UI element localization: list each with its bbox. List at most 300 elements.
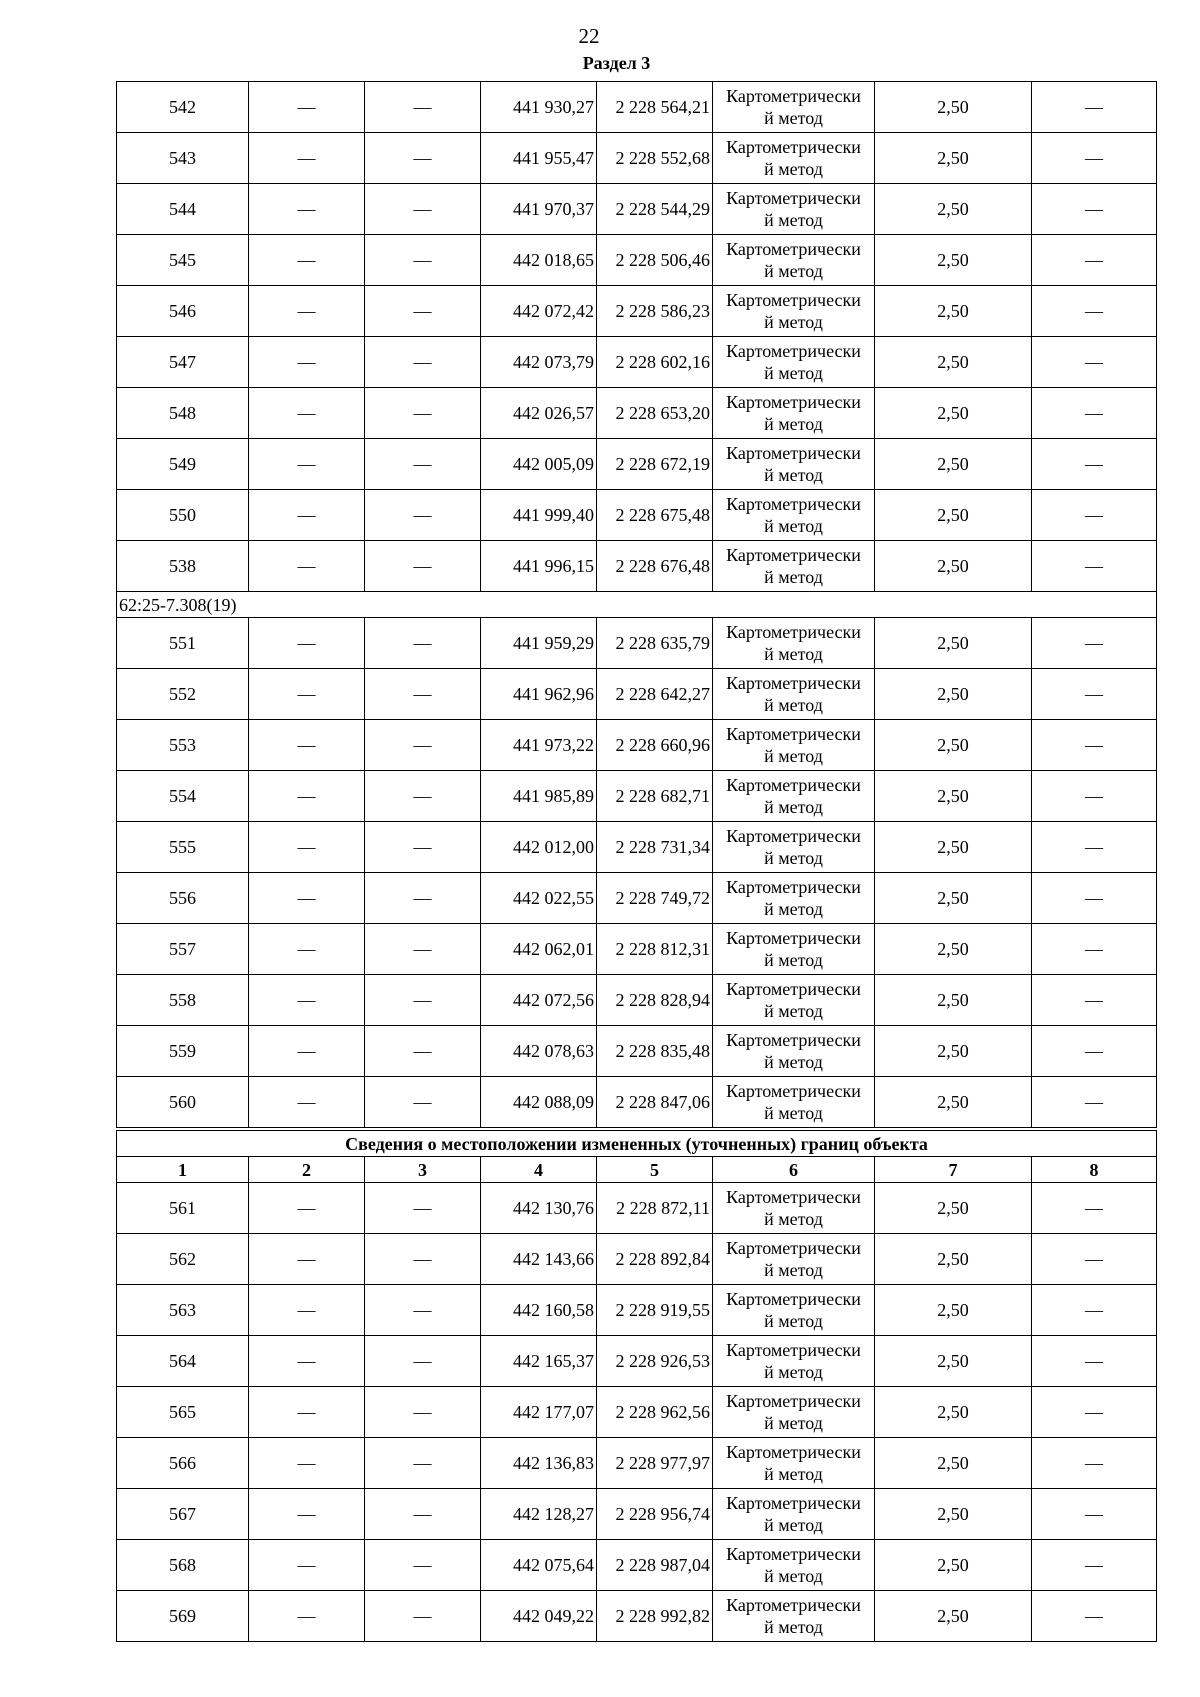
point-number-cell: 553 (117, 720, 249, 771)
point-number-cell: 551 (117, 618, 249, 669)
point-number-cell: 544 (117, 184, 249, 235)
method-line-2: й метод (764, 465, 823, 485)
x-coordinate-cell: 441 930,27 (481, 82, 597, 133)
accuracy-cell: 2,50 (875, 720, 1032, 771)
x-coordinate-cell: 442 022,55 (481, 873, 597, 924)
x-coordinate-cell: 442 062,01 (481, 924, 597, 975)
y-coordinate-cell: 2 228 660,96 (597, 720, 713, 771)
column-3-cell: — (365, 286, 481, 337)
column-number: 5 (597, 1157, 713, 1183)
column-8-cell: — (1032, 1234, 1157, 1285)
column-2-cell: — (249, 873, 365, 924)
method-line-2: й метод (764, 797, 823, 817)
column-number: 1 (117, 1157, 249, 1183)
method-cell (713, 388, 875, 439)
table-row (117, 1489, 1157, 1540)
method-line-1: Картометрически (726, 137, 861, 157)
column-8-cell: — (1032, 975, 1157, 1026)
column-2-cell: — (249, 388, 365, 439)
method-cell (713, 439, 875, 490)
column-3-cell: — (365, 1234, 481, 1285)
column-3-cell: — (365, 873, 481, 924)
table-row (117, 975, 1157, 1026)
column-2-cell: — (249, 1336, 365, 1387)
column-2-cell: — (249, 1438, 365, 1489)
method-cell (713, 1336, 875, 1387)
column-3-cell: — (365, 1285, 481, 1336)
column-2-cell: — (249, 1183, 365, 1234)
column-3-cell: — (365, 618, 481, 669)
method-line-2: й метод (764, 1052, 823, 1072)
column-2-cell: — (249, 771, 365, 822)
section-title: Раздел 3 (582, 53, 651, 73)
method-line-2: й метод (764, 1566, 823, 1586)
y-coordinate-cell: 2 228 675,48 (597, 490, 713, 541)
column-3-cell: — (365, 1489, 481, 1540)
column-8-cell: — (1032, 235, 1157, 286)
table-row (117, 771, 1157, 822)
column-8-cell: — (1032, 873, 1157, 924)
x-coordinate-cell: 442 177,07 (481, 1387, 597, 1438)
column-2-cell: — (249, 618, 365, 669)
method-line-2: й метод (764, 695, 823, 715)
y-coordinate-cell: 2 228 552,68 (597, 133, 713, 184)
column-2-cell: — (249, 1591, 365, 1642)
x-coordinate-cell: 442 165,37 (481, 1336, 597, 1387)
method-cell (713, 541, 875, 592)
column-2-cell: — (249, 337, 365, 388)
method-line-2: й метод (764, 1260, 823, 1280)
table-row (117, 1285, 1157, 1336)
column-8-cell: — (1032, 1540, 1157, 1591)
point-number-cell: 546 (117, 286, 249, 337)
column-3-cell: — (365, 541, 481, 592)
table-row (117, 1336, 1157, 1387)
method-cell (713, 1540, 875, 1591)
point-number-cell: 563 (117, 1285, 249, 1336)
y-coordinate-cell: 2 228 586,23 (597, 286, 713, 337)
method-line-1: Картометрически (726, 1187, 861, 1207)
y-coordinate-cell: 2 228 544,29 (597, 184, 713, 235)
method-line-1: Картометрически (726, 1595, 861, 1615)
column-2-cell: — (249, 1077, 365, 1130)
column-2-cell: — (249, 822, 365, 873)
x-coordinate-cell: 441 999,40 (481, 490, 597, 541)
y-coordinate-cell: 2 228 962,56 (597, 1387, 713, 1438)
accuracy-cell: 2,50 (875, 337, 1032, 388)
column-numbers-row (117, 1157, 1157, 1183)
table-row (117, 873, 1157, 924)
column-2-cell: — (249, 184, 365, 235)
table-row (117, 541, 1157, 592)
table-row (117, 286, 1157, 337)
column-2-cell: — (249, 286, 365, 337)
accuracy-cell: 2,50 (875, 490, 1032, 541)
method-line-1: Картометрически (726, 545, 861, 565)
y-coordinate-cell: 2 228 682,71 (597, 771, 713, 822)
method-line-1: Картометрически (726, 1238, 861, 1258)
method-cell (713, 771, 875, 822)
x-coordinate-cell: 442 073,79 (481, 337, 597, 388)
method-line-2: й метод (764, 1617, 823, 1637)
accuracy-cell: 2,50 (875, 771, 1032, 822)
accuracy-cell: 2,50 (875, 822, 1032, 873)
method-line-1: Картометрически (726, 290, 861, 310)
method-cell (713, 873, 875, 924)
method-cell (713, 1285, 875, 1336)
accuracy-cell: 2,50 (875, 184, 1032, 235)
point-number-cell: 558 (117, 975, 249, 1026)
column-8-cell: — (1032, 439, 1157, 490)
x-coordinate-cell: 442 160,58 (481, 1285, 597, 1336)
column-number: 2 (249, 1157, 365, 1183)
x-coordinate-cell: 442 072,42 (481, 286, 597, 337)
method-cell (713, 720, 875, 771)
method-line-1: Картометрически (726, 622, 861, 642)
method-line-2: й метод (764, 848, 823, 868)
point-number-cell: 565 (117, 1387, 249, 1438)
y-coordinate-cell: 2 228 602,16 (597, 337, 713, 388)
method-cell (713, 1234, 875, 1285)
method-line-2: й метод (764, 1362, 823, 1382)
column-8-cell: — (1032, 771, 1157, 822)
column-3-cell: — (365, 771, 481, 822)
method-cell (713, 822, 875, 873)
method-line-2: й метод (764, 567, 823, 587)
accuracy-cell: 2,50 (875, 618, 1032, 669)
point-number-cell: 561 (117, 1183, 249, 1234)
x-coordinate-cell: 442 128,27 (481, 1489, 597, 1540)
y-coordinate-cell: 2 228 506,46 (597, 235, 713, 286)
method-line-2: й метод (764, 746, 823, 766)
accuracy-cell: 2,50 (875, 1489, 1032, 1540)
column-3-cell: — (365, 439, 481, 490)
accuracy-cell: 2,50 (875, 82, 1032, 133)
y-coordinate-cell: 2 228 731,34 (597, 822, 713, 873)
point-number-cell: 568 (117, 1540, 249, 1591)
method-cell (713, 337, 875, 388)
method-cell (713, 618, 875, 669)
method-line-2: й метод (764, 1103, 823, 1123)
column-3-cell: — (365, 1183, 481, 1234)
accuracy-cell: 2,50 (875, 235, 1032, 286)
column-3-cell: — (365, 1077, 481, 1130)
table-row (117, 618, 1157, 669)
method-cell (713, 286, 875, 337)
column-8-cell: — (1032, 1285, 1157, 1336)
y-coordinate-cell: 2 228 956,74 (597, 1489, 713, 1540)
column-3-cell: — (365, 235, 481, 286)
column-3-cell: — (365, 1591, 481, 1642)
column-3-cell: — (365, 184, 481, 235)
point-number-cell: 545 (117, 235, 249, 286)
y-coordinate-cell: 2 228 672,19 (597, 439, 713, 490)
method-cell (713, 924, 875, 975)
subsection-heading-row (117, 1129, 1157, 1157)
accuracy-cell: 2,50 (875, 541, 1032, 592)
column-8-cell: — (1032, 388, 1157, 439)
accuracy-cell: 2,50 (875, 669, 1032, 720)
method-line-2: й метод (764, 414, 823, 434)
column-2-cell: — (249, 1489, 365, 1540)
column-8-cell: — (1032, 1438, 1157, 1489)
point-number-cell: 569 (117, 1591, 249, 1642)
column-3-cell: — (365, 975, 481, 1026)
column-2-cell: — (249, 1387, 365, 1438)
method-line-1: Картометрически (726, 341, 861, 361)
column-2-cell: — (249, 541, 365, 592)
method-line-1: Картометрически (726, 239, 861, 259)
method-line-1: Картометрически (726, 1442, 861, 1462)
point-number-cell: 562 (117, 1234, 249, 1285)
column-3-cell: — (365, 337, 481, 388)
group-label-filler (481, 592, 1157, 618)
table-row (117, 1077, 1157, 1130)
column-2-cell: — (249, 82, 365, 133)
table-row (117, 1387, 1157, 1438)
y-coordinate-cell: 2 228 635,79 (597, 618, 713, 669)
column-2-cell: — (249, 720, 365, 771)
x-coordinate-cell: 442 026,57 (481, 388, 597, 439)
y-coordinate-cell: 2 228 749,72 (597, 873, 713, 924)
column-2-cell: — (249, 975, 365, 1026)
point-number-cell: 555 (117, 822, 249, 873)
table-row (117, 1591, 1157, 1642)
method-cell (713, 235, 875, 286)
page-number: 22 (578, 24, 600, 48)
method-cell (713, 490, 875, 541)
method-line-1: Картометрически (726, 724, 861, 744)
coordinates-table-body (117, 82, 1157, 1642)
method-line-1: Картометрически (726, 928, 861, 948)
column-8-cell: — (1032, 618, 1157, 669)
table-row (117, 1438, 1157, 1489)
x-coordinate-cell: 442 018,65 (481, 235, 597, 286)
method-cell (713, 1489, 875, 1540)
point-number-cell: 549 (117, 439, 249, 490)
y-coordinate-cell: 2 228 828,94 (597, 975, 713, 1026)
method-cell (713, 669, 875, 720)
x-coordinate-cell: 442 005,09 (481, 439, 597, 490)
method-line-2: й метод (764, 363, 823, 383)
method-line-1: Картометрически (726, 826, 861, 846)
group-label: 62:25-7.308(19) (117, 592, 481, 618)
column-2-cell: — (249, 669, 365, 720)
column-3-cell: — (365, 1387, 481, 1438)
method-line-1: Картометрически (726, 1340, 861, 1360)
table-row (117, 490, 1157, 541)
point-number-cell: 547 (117, 337, 249, 388)
method-line-2: й метод (764, 1464, 823, 1484)
table-row (117, 669, 1157, 720)
method-line-1: Картометрически (726, 494, 861, 514)
accuracy-cell: 2,50 (875, 1591, 1032, 1642)
x-coordinate-cell: 442 088,09 (481, 1077, 597, 1130)
column-8-cell: — (1032, 1489, 1157, 1540)
accuracy-cell: 2,50 (875, 286, 1032, 337)
column-8-cell: — (1032, 133, 1157, 184)
method-line-1: Картометрически (726, 1391, 861, 1411)
point-number-cell: 556 (117, 873, 249, 924)
y-coordinate-cell: 2 228 892,84 (597, 1234, 713, 1285)
coordinates-table (116, 81, 1157, 1642)
table-row (117, 1183, 1157, 1234)
group-label-row (117, 592, 1157, 618)
column-8-cell: — (1032, 541, 1157, 592)
method-line-1: Картометрически (726, 775, 861, 795)
y-coordinate-cell: 2 228 653,20 (597, 388, 713, 439)
method-line-1: Картометрически (726, 1081, 861, 1101)
accuracy-cell: 2,50 (875, 1387, 1032, 1438)
column-2-cell: — (249, 1540, 365, 1591)
table-row (117, 337, 1157, 388)
method-cell (713, 133, 875, 184)
y-coordinate-cell: 2 228 992,82 (597, 1591, 713, 1642)
method-line-1: Картометрически (726, 979, 861, 999)
method-line-2: й метод (764, 1001, 823, 1021)
column-3-cell: — (365, 388, 481, 439)
method-line-2: й метод (764, 1515, 823, 1535)
column-8-cell: — (1032, 184, 1157, 235)
method-cell (713, 1077, 875, 1130)
accuracy-cell: 2,50 (875, 924, 1032, 975)
x-coordinate-cell: 441 962,96 (481, 669, 597, 720)
method-line-2: й метод (764, 159, 823, 179)
column-3-cell: — (365, 720, 481, 771)
column-8-cell: — (1032, 1336, 1157, 1387)
x-coordinate-cell: 442 078,63 (481, 1026, 597, 1077)
column-8-cell: — (1032, 1183, 1157, 1234)
column-2-cell: — (249, 1285, 365, 1336)
y-coordinate-cell: 2 228 977,97 (597, 1438, 713, 1489)
table-row (117, 82, 1157, 133)
accuracy-cell: 2,50 (875, 1336, 1032, 1387)
column-2-cell: — (249, 490, 365, 541)
point-number-cell: 560 (117, 1077, 249, 1130)
method-cell (713, 82, 875, 133)
method-line-2: й метод (764, 1311, 823, 1331)
point-number-cell: 542 (117, 82, 249, 133)
method-cell (713, 1591, 875, 1642)
x-coordinate-cell: 441 973,22 (481, 720, 597, 771)
accuracy-cell: 2,50 (875, 873, 1032, 924)
method-cell (713, 1387, 875, 1438)
point-number-cell: 538 (117, 541, 249, 592)
point-number-cell: 554 (117, 771, 249, 822)
column-2-cell: — (249, 924, 365, 975)
method-cell (713, 975, 875, 1026)
method-line-2: й метод (764, 1209, 823, 1229)
x-coordinate-cell: 442 130,76 (481, 1183, 597, 1234)
y-coordinate-cell: 2 228 564,21 (597, 82, 713, 133)
x-coordinate-cell: 442 049,22 (481, 1591, 597, 1642)
column-number: 3 (365, 1157, 481, 1183)
y-coordinate-cell: 2 228 835,48 (597, 1026, 713, 1077)
column-8-cell: — (1032, 1077, 1157, 1130)
method-line-1: Картометрически (726, 86, 861, 106)
y-coordinate-cell: 2 228 676,48 (597, 541, 713, 592)
method-line-2: й метод (764, 644, 823, 664)
method-line-1: Картометрически (726, 1030, 861, 1050)
table-row (117, 1234, 1157, 1285)
x-coordinate-cell: 442 136,83 (481, 1438, 597, 1489)
column-number: 7 (875, 1157, 1032, 1183)
method-line-1: Картометрически (726, 1544, 861, 1564)
accuracy-cell: 2,50 (875, 388, 1032, 439)
table-row (117, 924, 1157, 975)
x-coordinate-cell: 441 959,29 (481, 618, 597, 669)
x-coordinate-cell: 442 012,00 (481, 822, 597, 873)
y-coordinate-cell: 2 228 812,31 (597, 924, 713, 975)
method-line-2: й метод (764, 516, 823, 536)
point-number-cell: 566 (117, 1438, 249, 1489)
column-3-cell: — (365, 1336, 481, 1387)
column-number: 4 (481, 1157, 597, 1183)
column-8-cell: — (1032, 490, 1157, 541)
column-number: 6 (713, 1157, 875, 1183)
table-row (117, 1540, 1157, 1591)
table-row (117, 388, 1157, 439)
method-line-1: Картометрически (726, 392, 861, 412)
point-number-cell: 550 (117, 490, 249, 541)
method-cell (713, 1026, 875, 1077)
table-row (117, 235, 1157, 286)
column-3-cell: — (365, 669, 481, 720)
column-8-cell: — (1032, 82, 1157, 133)
column-8-cell: — (1032, 822, 1157, 873)
x-coordinate-cell: 441 985,89 (481, 771, 597, 822)
method-line-2: й метод (764, 950, 823, 970)
method-line-1: Картометрически (726, 188, 861, 208)
point-number-cell: 548 (117, 388, 249, 439)
x-coordinate-cell: 441 996,15 (481, 541, 597, 592)
accuracy-cell: 2,50 (875, 1438, 1032, 1489)
method-cell (713, 184, 875, 235)
y-coordinate-cell: 2 228 919,55 (597, 1285, 713, 1336)
column-8-cell: — (1032, 720, 1157, 771)
accuracy-cell: 2,50 (875, 439, 1032, 490)
method-line-2: й метод (764, 261, 823, 281)
method-line-1: Картометрически (726, 443, 861, 463)
column-3-cell: — (365, 133, 481, 184)
column-3-cell: — (365, 1540, 481, 1591)
method-line-2: й метод (764, 108, 823, 128)
x-coordinate-cell: 442 075,64 (481, 1540, 597, 1591)
y-coordinate-cell: 2 228 926,53 (597, 1336, 713, 1387)
y-coordinate-cell: 2 228 987,04 (597, 1540, 713, 1591)
column-8-cell: — (1032, 1591, 1157, 1642)
point-number-cell: 557 (117, 924, 249, 975)
table-row (117, 439, 1157, 490)
accuracy-cell: 2,50 (875, 1026, 1032, 1077)
y-coordinate-cell: 2 228 642,27 (597, 669, 713, 720)
method-line-1: Картометрически (726, 673, 861, 693)
accuracy-cell: 2,50 (875, 1285, 1032, 1336)
column-8-cell: — (1032, 1387, 1157, 1438)
accuracy-cell: 2,50 (875, 133, 1032, 184)
column-8-cell: — (1032, 1026, 1157, 1077)
column-number: 8 (1032, 1157, 1157, 1183)
table-row (117, 720, 1157, 771)
column-2-cell: — (249, 439, 365, 490)
x-coordinate-cell: 442 143,66 (481, 1234, 597, 1285)
column-2-cell: — (249, 1026, 365, 1077)
point-number-cell: 559 (117, 1026, 249, 1077)
method-cell (713, 1183, 875, 1234)
accuracy-cell: 2,50 (875, 1077, 1032, 1130)
column-8-cell: — (1032, 924, 1157, 975)
y-coordinate-cell: 2 228 847,06 (597, 1077, 713, 1130)
